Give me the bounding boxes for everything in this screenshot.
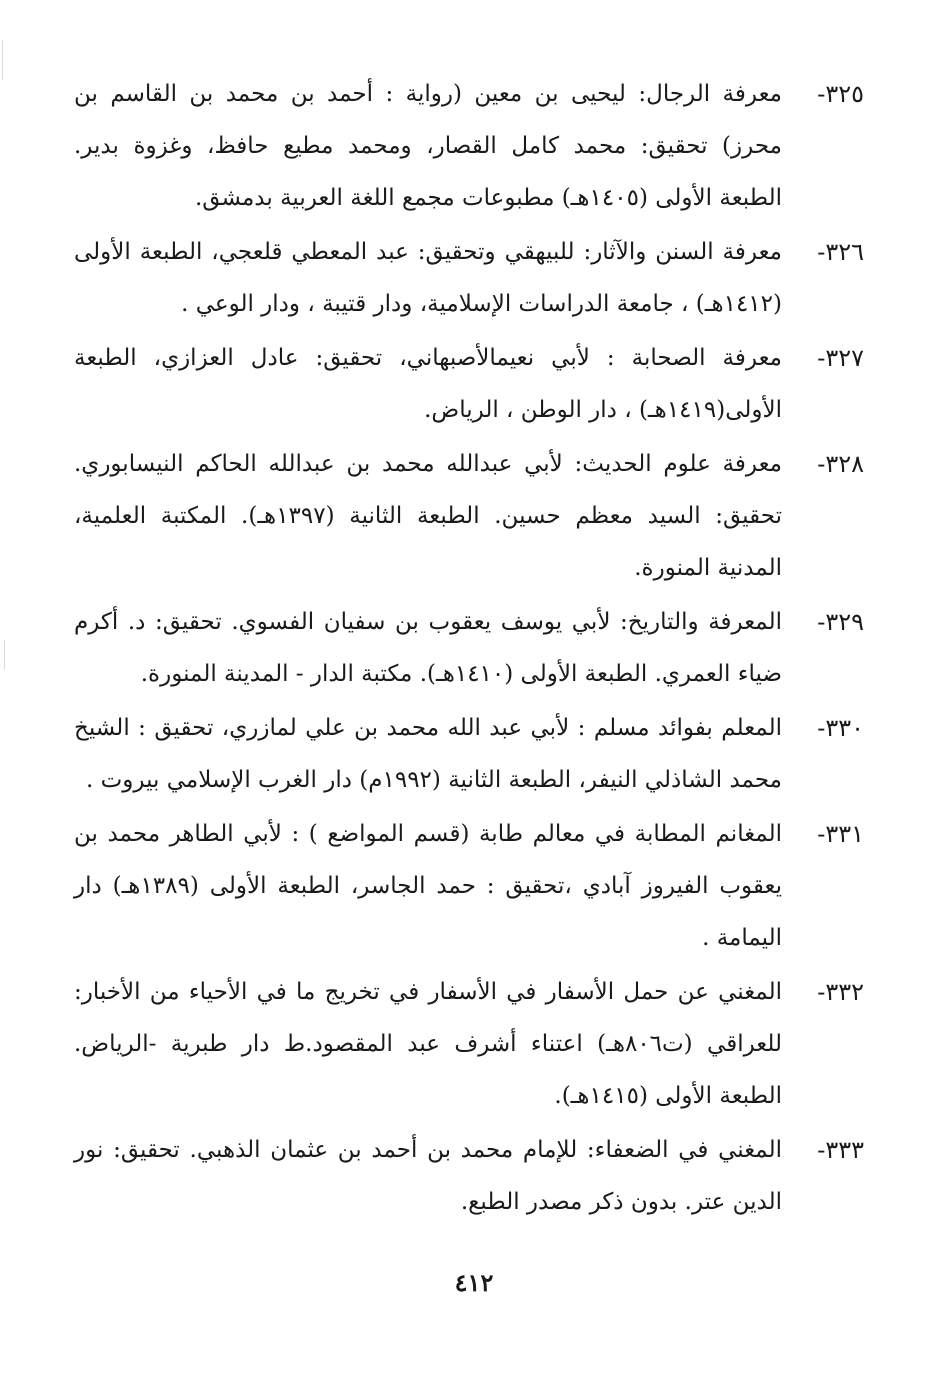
entry-text: المغني في الضعفاء: للإمام محمد بن أحمد بن عثمان الذهبي. تحقيق: نور الدين عتر. بدون ذكر مصدر الطبع.: [74, 1137, 782, 1215]
entry-number: ٣٢٥-: [817, 80, 864, 108]
bibliography-entry-328: [74, 438, 864, 594]
entry-text: المعرفة والتاريخ: لأبي يوسف يعقوب بن سفيان الفسوي. تحقيق: د. أكرم ضياء العمري. الطبعة الأولى (١٤١٠هـ). مكتبة الدار - المدينة المنورة.: [74, 609, 782, 687]
entry-number: ٣٢٨-: [817, 450, 864, 478]
entry-text: معرفة الصحابة : لأبي نعيمالأصبهاني، تحقيق: عادل العزازي، الطبعة الأولى(١٤١٩هـ) ، دار الوطن ، الرياض.: [74, 345, 782, 423]
entry-number: ٣٣٠-: [817, 714, 864, 742]
entry-number: ٣٢٩-: [817, 608, 864, 636]
entry-text: معرفة السنن والآثار: للبيهقي وتحقيق: عبد المعطي قلعجي، الطبعة الأولى (١٤١٢هـ) ، جامعة الدراسات الإسلامية، ودار قتيبة ، ودار الوعي .: [74, 239, 782, 317]
entry-number: ٣٢٦-: [817, 238, 864, 266]
entry-number: ٣٣٣-: [817, 1136, 864, 1164]
entry-text: معرفة علوم الحديث: لأبي عبدالله محمد بن عبدالله الحاكم النيسابوري. تحقيق: السيد معظم حسين. الطبعة الثانية (١٣٩٧هـ). المكتبة العلمية، المدنية المنورة.: [74, 451, 783, 581]
bibliography-list: [74, 68, 864, 1230]
bibliography-entry-330: [74, 702, 864, 806]
entry-number: ٣٢٧-: [817, 344, 864, 372]
entry-text: معرفة الرجال: ليحيى بن معين (رواية : أحمد بن محمد بن القاسم بن محرز) تحقيق: محمد كامل القصار، ومحمد مطيع حافظ، وغزوة بدير. الطبعة الأولى (١٤٠٥هـ) مطبوعات مجمع اللغة العربية بدمشق.: [74, 81, 782, 211]
scan-edge-mark: [4, 640, 5, 670]
entry-number: ٣٣١-: [817, 820, 864, 848]
entry-text: المعلم بفوائد مسلم : لأبي عبد الله محمد بن علي لمازري، تحقيق : الشيخ محمد الشاذلي النيفر، الطبعة الثانية (١٩٩٢م) دار الغرب الإسلامي بيروت .: [74, 715, 782, 793]
page-number: ٤١٢: [454, 1268, 494, 1297]
entry-number: ٣٣٢-: [817, 978, 864, 1006]
entry-text: المغني عن حمل الأسفار في الأسفار في تخريج ما في الأحياء من الأخبار: للعراقي (ت٨٠٦هـ) اعتناء أشرف عبد المقصود.ط دار طبرية -الرياض. الطبعة الأولى (١٤١٥هـ).: [74, 979, 782, 1109]
scan-edge-mark: [2, 40, 3, 80]
bibliography-entry-332: [74, 966, 864, 1122]
bibliography-entry-331: [74, 808, 864, 964]
bibliography-entry-327: [74, 332, 864, 436]
bibliography-entry-329: [74, 596, 864, 700]
bibliography-entry-333: [74, 1124, 864, 1228]
bibliography-entry-325: [74, 68, 864, 224]
entry-text: المغانم المطابة في معالم طابة (قسم المواضع ) : لأبي الطاهر محمد بن يعقوب الفيروز آبادي ،تحقيق : حمد الجاسر، الطبعة الأولى (١٣٨٩هـ) دار اليمامة .: [74, 821, 783, 951]
bibliography-entry-326: [74, 226, 864, 330]
